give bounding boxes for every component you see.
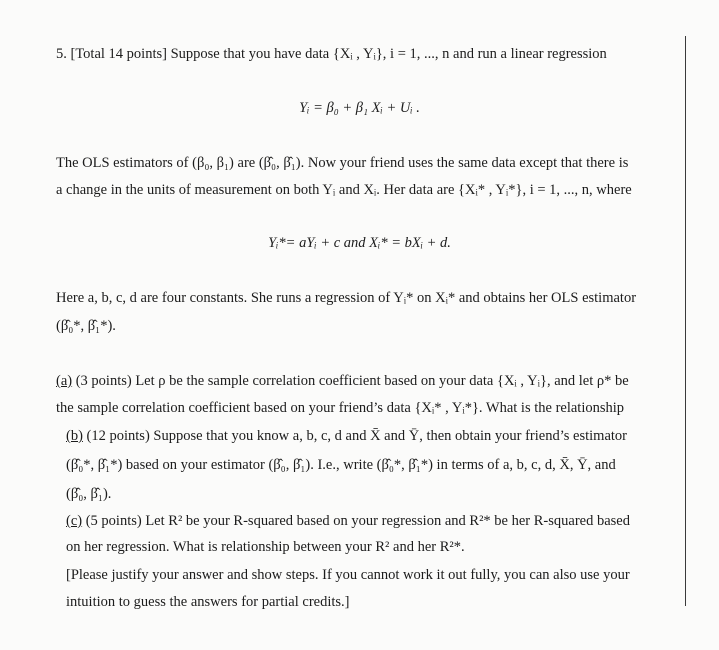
part-c-label: (c) xyxy=(66,513,83,529)
part-b-label: (b) xyxy=(66,428,83,444)
note-line-2: intuition to guess the answers for partial credits.] xyxy=(66,594,350,610)
constants-line-1: Here a, b, c, d are four constants. She runs a regression of Yᵢ* on Xᵢ* and obtains her OLS estimator xyxy=(56,290,637,306)
part-b-line-1: (b) (12 points) Suppose that you know a, b, c, d and X̄ and Ȳ, then obtain your friend’s estimator xyxy=(66,428,627,444)
model-equation: Yᵢ = β₀ + β₁ Xᵢ + Uᵢ . xyxy=(299,100,420,116)
part-a-line-2: the sample correlation coefficient based on your friend’s data {Xᵢ* , Yᵢ*}. What is the relationship xyxy=(56,400,625,416)
note-line-1: [Please justify your answer and show steps. If you cannot work it out fully, you can also use your xyxy=(66,567,630,583)
part-a-line-1: (a) (3 points) Let ρ be the sample correlation coefficient based on your data {Xᵢ , Yᵢ}, and let ρ* be xyxy=(56,373,629,389)
problem-header xyxy=(56,44,607,64)
problem-points: [Total 14 points] xyxy=(70,46,167,62)
part-b-line-2: (β̂₀*, β̂₁*) based on your estimator (β̂₀, β̂₁). I.e., write (β̂₀*, β̂₁*) in terms of a, b, c, d, X̄, Ȳ, and xyxy=(66,457,616,473)
part-c-line-2: on her regression. What is relationship between your R² and her R²*. xyxy=(66,539,465,555)
ols-line-1: The OLS estimators of (β₀, β₁) are (β̂₀, β̂₁). Now your friend uses the same data except that there is xyxy=(56,155,629,171)
part-a-label: (a) xyxy=(56,373,73,389)
constants-line-2: (β̂₀*, β̂₁*). xyxy=(56,318,116,334)
part-b-line-3: (β̂₀, β̂₁). xyxy=(66,486,112,502)
problem-number: 5. xyxy=(56,46,67,62)
problem-intro: Suppose that you have data {Xᵢ , Yᵢ}, i = 1, ..., n and run a linear regression xyxy=(170,46,607,62)
transform-equation: Yᵢ*= aYᵢ + c and Xᵢ* = bXᵢ + d. xyxy=(268,235,451,251)
part-c-line-1: (c) (5 points) Let R² be your R-squared based on your regression and R²* be her R-squared based xyxy=(66,513,630,529)
ols-line-2: a change in the units of measurement on both Yᵢ and Xᵢ. Her data are {Xᵢ* , Yᵢ*}, i = 1, ..., n, where xyxy=(56,182,632,198)
page-edge-line xyxy=(685,36,686,606)
